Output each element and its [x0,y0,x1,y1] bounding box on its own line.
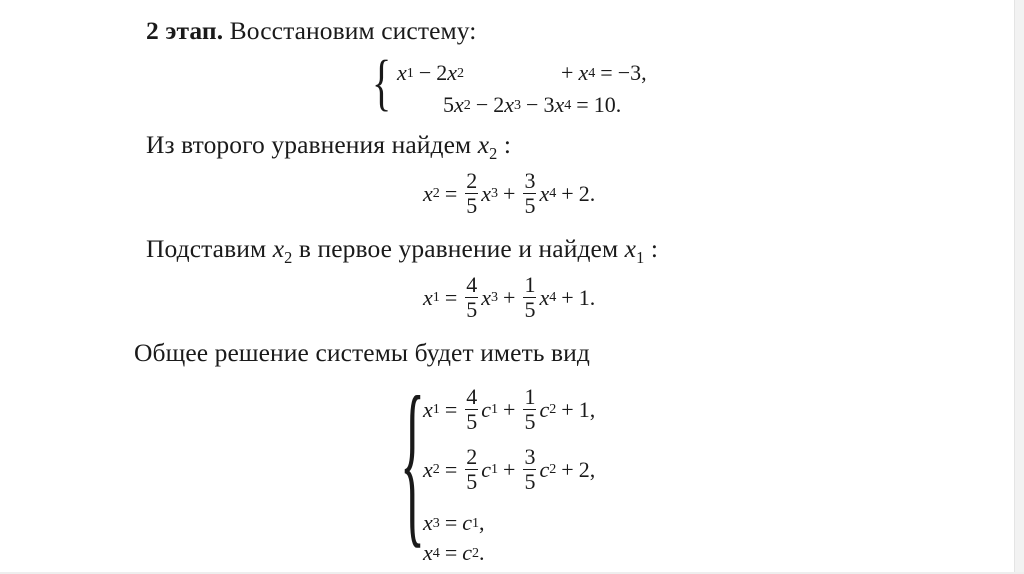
general-row-3: x 3 = c 1 , [423,510,485,535]
system-brace: { [372,47,392,118]
text-general-solution: Общее решение системы будет иметь вид [134,338,591,367]
stage-heading [146,16,476,46]
system-eq-1: x 1 − 2 x 2 + x 4 = −3, [397,60,647,85]
general-row-2: x 2 = $\frac{2}{5}$ c 1 + $\frac{3}{5}$ c 2 + 2, [423,444,596,494]
stage-heading-rest: Восстановим систему: [223,16,477,45]
slide-right-edge [1014,0,1024,574]
text-substitute: Подставим $x_2$ в первое уравнение и найдем $x_1$ : [146,234,659,268]
general-brace: { [400,363,425,566]
stage-heading-bold: 2 этап. [146,16,224,45]
text-second-equation: Из второго уравнения найдем $x_2$ : [146,130,512,164]
general-row-4: x 4 = c 2 . [423,540,485,565]
formula-x1: x 1 = $\frac{4}{5}$ x 3 + $\frac{1}{5}$ x 4 + 1. [423,272,596,322]
system-eq-2: 5 x 2 − 2 x 3 − 3 x 4 = 10. [443,92,622,117]
general-row-1: x 1 = $\frac{4}{5}$ c 1 + $\frac{1}{5}$ c 2 + 1, [423,384,596,434]
formula-x2: x 2 = $\frac{2}{5}$ x 3 + $\frac{3}{5}$ x 4 + 2. [423,168,596,218]
